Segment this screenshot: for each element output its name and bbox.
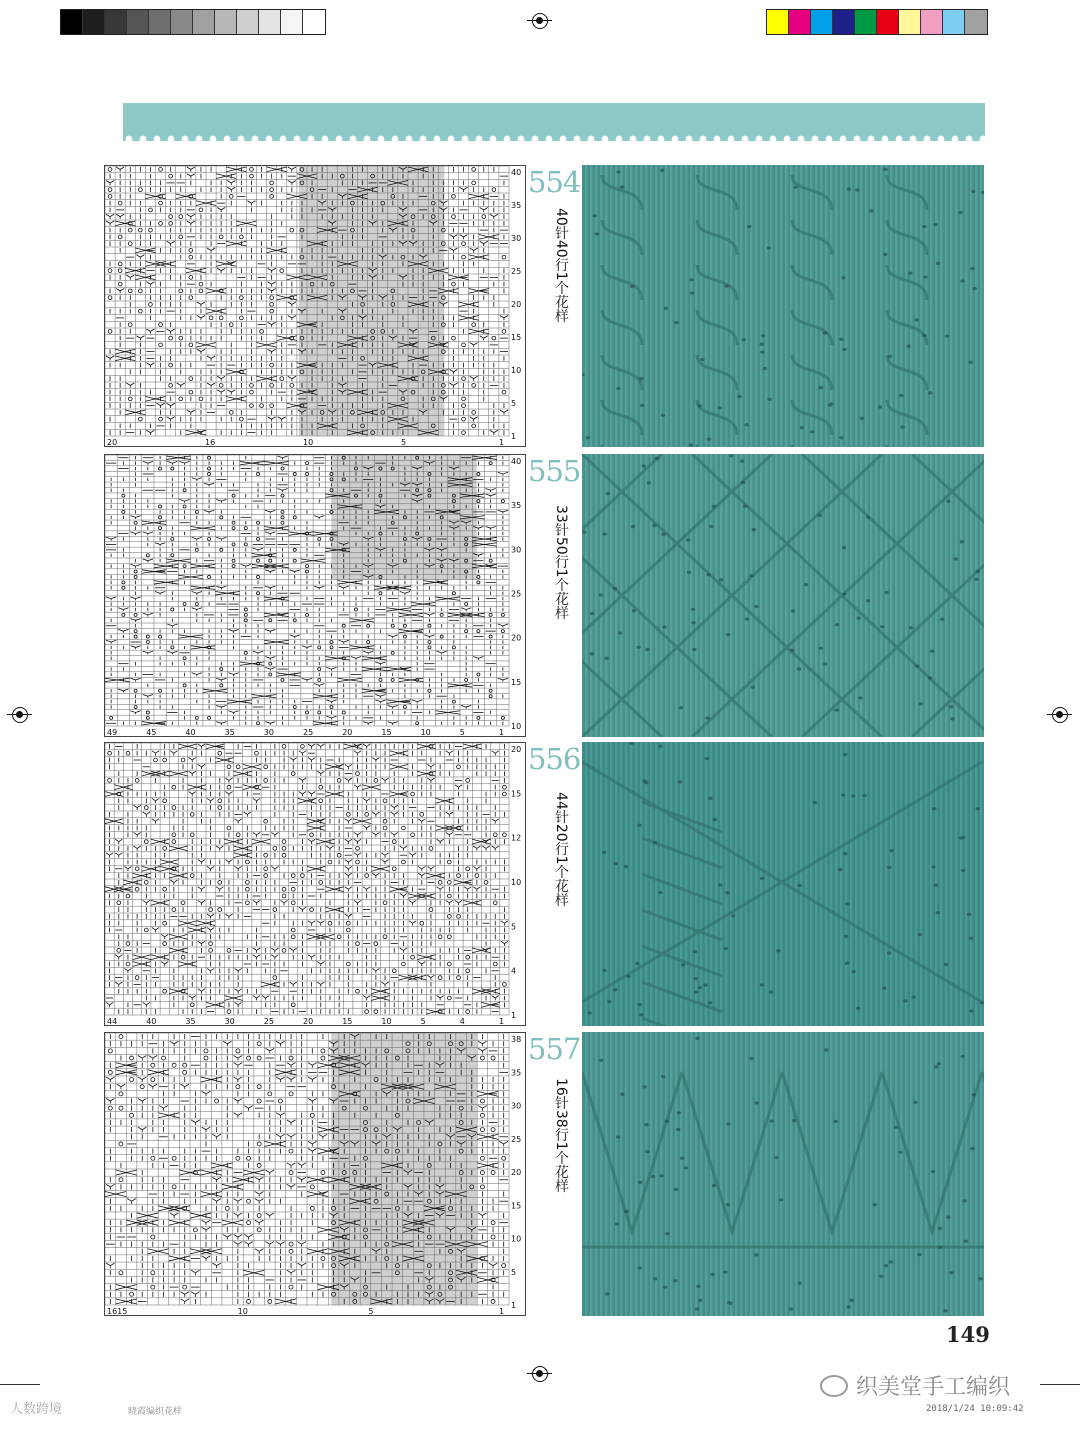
row-label: 12 — [511, 833, 522, 843]
knitting-chart-554 — [104, 165, 526, 447]
column-label: 35 — [224, 728, 235, 736]
row-label: 25 — [511, 589, 522, 599]
row-label: 20 — [511, 300, 522, 309]
footer-left-text: 人数跨境 — [10, 1402, 63, 1417]
grayscale-calibration-strip — [60, 9, 326, 35]
column-label: 20 — [303, 1017, 314, 1025]
column-label: 40 — [146, 1017, 157, 1025]
wechat-logo-icon — [820, 1375, 848, 1397]
chart-column-labels — [107, 438, 504, 446]
color-swatch-6 — [899, 10, 921, 34]
column-label: 5 — [459, 728, 465, 736]
gray-swatch-7 — [215, 10, 237, 34]
color-swatch-1 — [789, 10, 811, 34]
chart-shaded-repeat — [331, 455, 476, 580]
row-label: 10 — [511, 722, 522, 731]
trim-mark — [1040, 1384, 1080, 1385]
pattern-desc-556: 44针20行1个花样 — [553, 792, 569, 907]
chart-column-labels — [107, 728, 504, 736]
pattern-desc-555: 33针50行1个花样 — [553, 505, 569, 620]
row-label: 35 — [511, 201, 522, 210]
gray-swatch-10 — [281, 10, 303, 34]
column-label: 1 — [499, 1307, 505, 1315]
knitting-chart-555 — [104, 454, 526, 737]
row-label: 1 — [511, 1011, 517, 1020]
column-label: 49 — [107, 728, 118, 736]
trim-mark — [0, 1384, 40, 1385]
color-calibration-strip — [766, 9, 988, 35]
footer-timestamp: 2018/1/24 10:09:42 — [926, 1404, 1024, 1414]
knitting-chart-556 — [104, 742, 526, 1026]
gray-swatch-2 — [105, 10, 127, 34]
row-label: 20 — [511, 1168, 522, 1177]
column-label: 10 — [303, 438, 314, 446]
row-label: 10 — [511, 878, 522, 887]
gray-swatch-8 — [237, 10, 259, 34]
gray-swatch-5 — [171, 10, 193, 34]
watermark-text: 织美堂手工编织 — [856, 1375, 1011, 1400]
gray-swatch-11 — [303, 10, 325, 34]
gray-swatch-0 — [61, 10, 83, 34]
pattern-desc-554: 40针40行1个花样 — [553, 208, 569, 323]
row-label: 25 — [511, 267, 522, 276]
column-label: 10 — [420, 728, 431, 736]
chart-column-labels — [107, 1307, 504, 1315]
column-label: 30 — [263, 728, 274, 736]
gray-swatch-6 — [193, 10, 215, 34]
color-swatch-2 — [811, 10, 833, 34]
column-label: 10 — [381, 1017, 392, 1025]
column-label: 45 — [146, 728, 157, 736]
column-label: 20 — [342, 728, 353, 736]
pattern-number-554: 554 — [528, 165, 581, 199]
column-label: 25 — [303, 728, 314, 736]
pattern-number-555: 555 — [528, 454, 581, 488]
color-swatch-3 — [833, 10, 855, 34]
chart-row-labels — [511, 168, 521, 441]
registration-mark-right-icon — [1052, 707, 1068, 723]
knit-swatch-photo-555 — [582, 454, 984, 737]
row-label: 30 — [511, 545, 522, 555]
row-label: 40 — [511, 168, 522, 177]
column-label: 4 — [459, 1017, 465, 1025]
column-label: 15 — [342, 1017, 353, 1025]
column-label: 44 — [107, 1017, 118, 1025]
row-label: 5 — [511, 1267, 517, 1277]
knit-swatch-photo-556 — [582, 742, 984, 1026]
column-label: 5 — [420, 1017, 426, 1025]
chart-row-labels — [511, 1035, 521, 1310]
chart-grid — [105, 743, 509, 1015]
row-label: 15 — [511, 333, 522, 342]
column-label: 20 — [107, 438, 118, 446]
color-swatch-7 — [921, 10, 943, 34]
pattern-number-557: 557 — [528, 1032, 581, 1066]
column-label: 40 — [185, 728, 196, 736]
row-label: 40 — [511, 457, 522, 466]
gray-swatch-1 — [83, 10, 105, 34]
chart-row-labels — [511, 457, 521, 731]
color-swatch-4 — [855, 10, 877, 34]
column-label: 1615 — [107, 1307, 128, 1315]
column-label: 25 — [263, 1017, 274, 1025]
knitting-chart-557 — [104, 1032, 526, 1316]
gray-swatch-4 — [149, 10, 171, 34]
color-swatch-5 — [877, 10, 899, 34]
row-label: 5 — [511, 922, 517, 932]
row-label: 4 — [511, 966, 517, 976]
row-label: 1 — [511, 432, 517, 441]
column-label: 15 — [381, 728, 392, 736]
column-label: 5 — [368, 1307, 374, 1315]
column-label: 16 — [205, 438, 216, 446]
footer-left-small-text: 晓霞编织花样 — [128, 1407, 183, 1417]
column-label: 10 — [237, 1307, 248, 1315]
row-label: 20 — [511, 633, 522, 643]
knit-swatch-photo-554 — [582, 165, 984, 447]
gray-swatch-3 — [127, 10, 149, 34]
column-label: 30 — [224, 1017, 235, 1025]
pattern-desc-557: 16针38行1个花样 — [553, 1078, 569, 1193]
column-label: 35 — [185, 1017, 196, 1025]
color-swatch-9 — [965, 10, 987, 34]
column-label: 1 — [499, 438, 505, 446]
watermark — [820, 1370, 1010, 1401]
chart-column-labels — [107, 1017, 504, 1025]
row-label: 15 — [511, 789, 522, 799]
row-label: 38 — [511, 1035, 522, 1044]
column-label: 1 — [499, 728, 505, 736]
row-label: 5 — [511, 399, 517, 408]
registration-mark-top-icon — [532, 13, 548, 29]
chart-row-labels — [511, 745, 521, 1020]
header-scallop-border — [123, 133, 985, 143]
row-label: 20 — [511, 745, 522, 754]
row-label: 15 — [511, 677, 522, 687]
row-label: 25 — [511, 1134, 522, 1144]
registration-mark-left-icon — [12, 707, 28, 723]
row-label: 10 — [511, 366, 522, 375]
row-label: 30 — [511, 1101, 522, 1111]
pattern-number-556: 556 — [528, 742, 581, 776]
row-label: 1 — [511, 1301, 517, 1310]
row-label: 15 — [511, 1201, 522, 1211]
knit-swatch-photo-557 — [582, 1032, 984, 1316]
column-label: 5 — [401, 438, 407, 446]
row-label: 30 — [511, 234, 522, 243]
gray-swatch-9 — [259, 10, 281, 34]
registration-mark-bottom-icon — [532, 1366, 548, 1382]
row-label: 35 — [511, 501, 522, 511]
chart-grid — [105, 166, 509, 436]
column-label: 1 — [499, 1017, 505, 1025]
row-label: 10 — [511, 1234, 522, 1244]
color-swatch-8 — [943, 10, 965, 34]
color-swatch-0 — [767, 10, 789, 34]
page-number: 149 — [946, 1322, 990, 1347]
row-label: 35 — [511, 1068, 522, 1078]
